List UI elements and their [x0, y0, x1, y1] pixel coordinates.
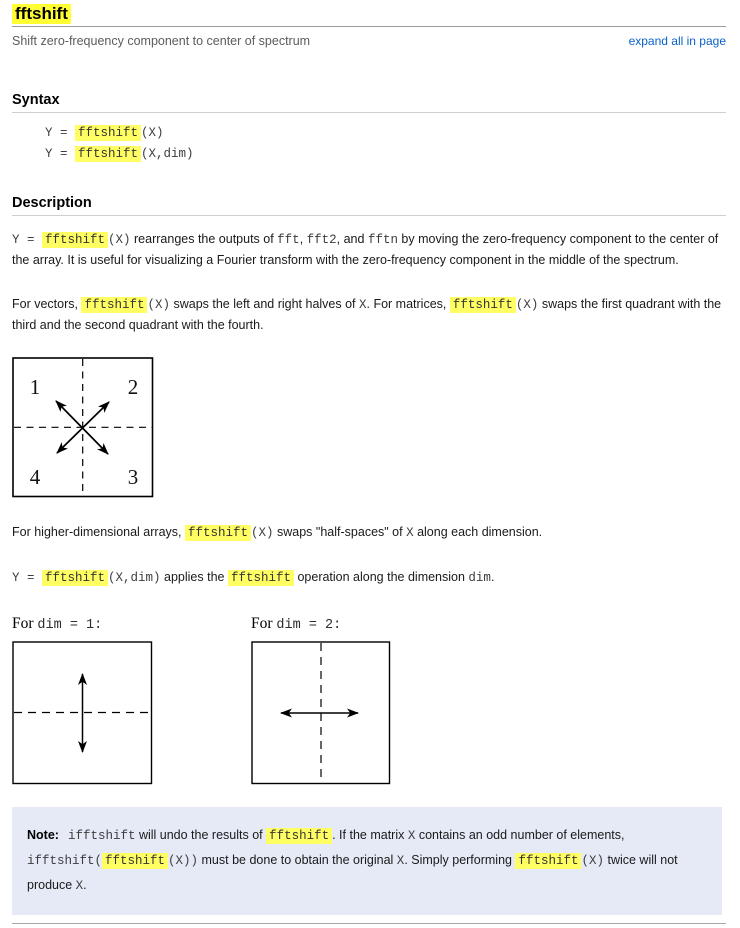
expand-all-link[interactable]: expand all in page: [628, 34, 726, 48]
dim-figure-captions: [12, 615, 726, 633]
inline-code: (X): [147, 298, 170, 312]
text-run: contains an odd number of elements,: [415, 828, 625, 842]
dim1-caption-word: For: [12, 615, 38, 632]
bold-label: Note:: [27, 828, 59, 842]
highlighted-code: fftshift: [266, 828, 332, 844]
dim1-figure-cell: [12, 641, 251, 785]
text-run: .: [83, 878, 87, 892]
dim2-figure-cell: [251, 641, 551, 785]
dim1-caption: [12, 615, 251, 633]
text-run: applies the: [160, 570, 228, 584]
highlighted-code: fftshift: [515, 853, 581, 869]
inline-code: X: [396, 854, 405, 868]
page-title: fftshift: [12, 4, 71, 24]
highlighted-code: fftshift: [102, 853, 168, 869]
text-run: . If the matrix: [332, 828, 408, 842]
text-run: For higher-dimensional arrays,: [12, 525, 185, 539]
inline-code: (X)): [168, 854, 199, 868]
highlighted-code: fftshift: [228, 570, 294, 586]
quadrant-label-4: 4: [29, 465, 41, 489]
syntax-line-2: [45, 143, 726, 164]
inline-code: dim: [468, 571, 491, 585]
inline-code: (X): [515, 298, 539, 312]
text-run: swaps the first quadrant with the third and the second quadrant with the fourth.: [12, 297, 722, 332]
inline-code: fft2: [306, 233, 337, 247]
text-run: by moving the zero-frequency component to the center of the array. It is useful for visualizing a Fourier transform with the zero-frequency component in the middle of the spectrum.: [12, 232, 719, 267]
inline-code: X: [359, 298, 367, 312]
inline-code: Y =: [12, 233, 43, 247]
text-run: ,: [299, 232, 307, 246]
dim-figures-row: [12, 641, 726, 785]
text-run: . Simply performing: [404, 853, 516, 867]
inline-code: (X): [581, 854, 604, 868]
highlighted-code: fftshift: [450, 297, 516, 313]
text-run: , and: [336, 232, 368, 246]
page-bottom-rule: [12, 923, 726, 928]
highlighted-code: fftshift: [42, 232, 108, 248]
inline-code: Y =: [45, 126, 76, 140]
text-run: For vectors,: [12, 297, 82, 311]
dim1-caption-code: dim = 1:: [37, 618, 103, 633]
highlighted-code: fftshift: [185, 525, 251, 541]
highlighted-code: fftshift: [81, 297, 147, 313]
description-paragraph-4: [12, 567, 724, 588]
text-run: operation along the dimension: [293, 570, 469, 584]
description-paragraph-3: [12, 522, 724, 543]
inline-code: fftn: [367, 233, 398, 247]
quadrant-label-1: 1: [29, 375, 41, 399]
text-run: .: [490, 570, 495, 584]
text-run: along each dimension.: [413, 525, 543, 539]
text-run: . For matrices,: [366, 297, 450, 311]
highlighted-code: fftshift: [75, 125, 141, 141]
dim1-figure: [12, 641, 153, 785]
inline-code: X: [406, 526, 414, 540]
dim2-caption: [251, 615, 551, 633]
inline-code: (X): [108, 233, 131, 247]
syntax-heading: Syntax: [12, 92, 726, 113]
description-paragraph-1: [12, 229, 724, 270]
inline-code: (X,dim): [141, 147, 194, 161]
page-subtitle: Shift zero-frequency component to center of spectrum: [12, 34, 311, 48]
subtitle-row: [12, 27, 726, 48]
text-run: must be done to obtain the original: [198, 853, 397, 867]
syntax-line-1: [45, 122, 726, 143]
inline-code: ifftshift: [67, 829, 136, 843]
highlighted-code: fftshift: [75, 146, 141, 162]
syntax-code-block: [45, 122, 726, 164]
description-heading: Description: [12, 195, 726, 216]
dim2-figure: [251, 641, 391, 785]
text-run: rearranges the outputs of: [130, 232, 278, 246]
quadrant-swap-figure: [12, 357, 154, 498]
dim2-caption-code: dim = 2:: [276, 618, 342, 633]
inline-code: ifftshift(: [27, 854, 103, 868]
inline-code: (X): [251, 526, 274, 540]
page-header: [12, 4, 726, 27]
inline-code: X: [407, 829, 416, 843]
text-run: twice will not produce: [27, 853, 678, 892]
quadrant-label-2: 2: [127, 375, 139, 399]
inline-code: fft: [277, 233, 300, 247]
inline-code: (X,dim): [108, 571, 161, 585]
inline-code: X: [75, 879, 84, 893]
text-run: swaps the left and right halves of: [170, 297, 359, 311]
highlighted-code: fftshift: [42, 570, 108, 586]
quadrant-label-3: 3: [127, 465, 139, 489]
inline-code: Y =: [12, 571, 43, 585]
description-paragraph-2: [12, 294, 724, 335]
inline-code: (X): [141, 126, 164, 140]
text-run: will undo the results of: [135, 828, 267, 842]
dim2-caption-word: For: [251, 615, 277, 632]
text-run: swaps "half-spaces" of: [273, 525, 407, 539]
inline-code: Y =: [45, 147, 76, 161]
note-box: [12, 807, 722, 915]
